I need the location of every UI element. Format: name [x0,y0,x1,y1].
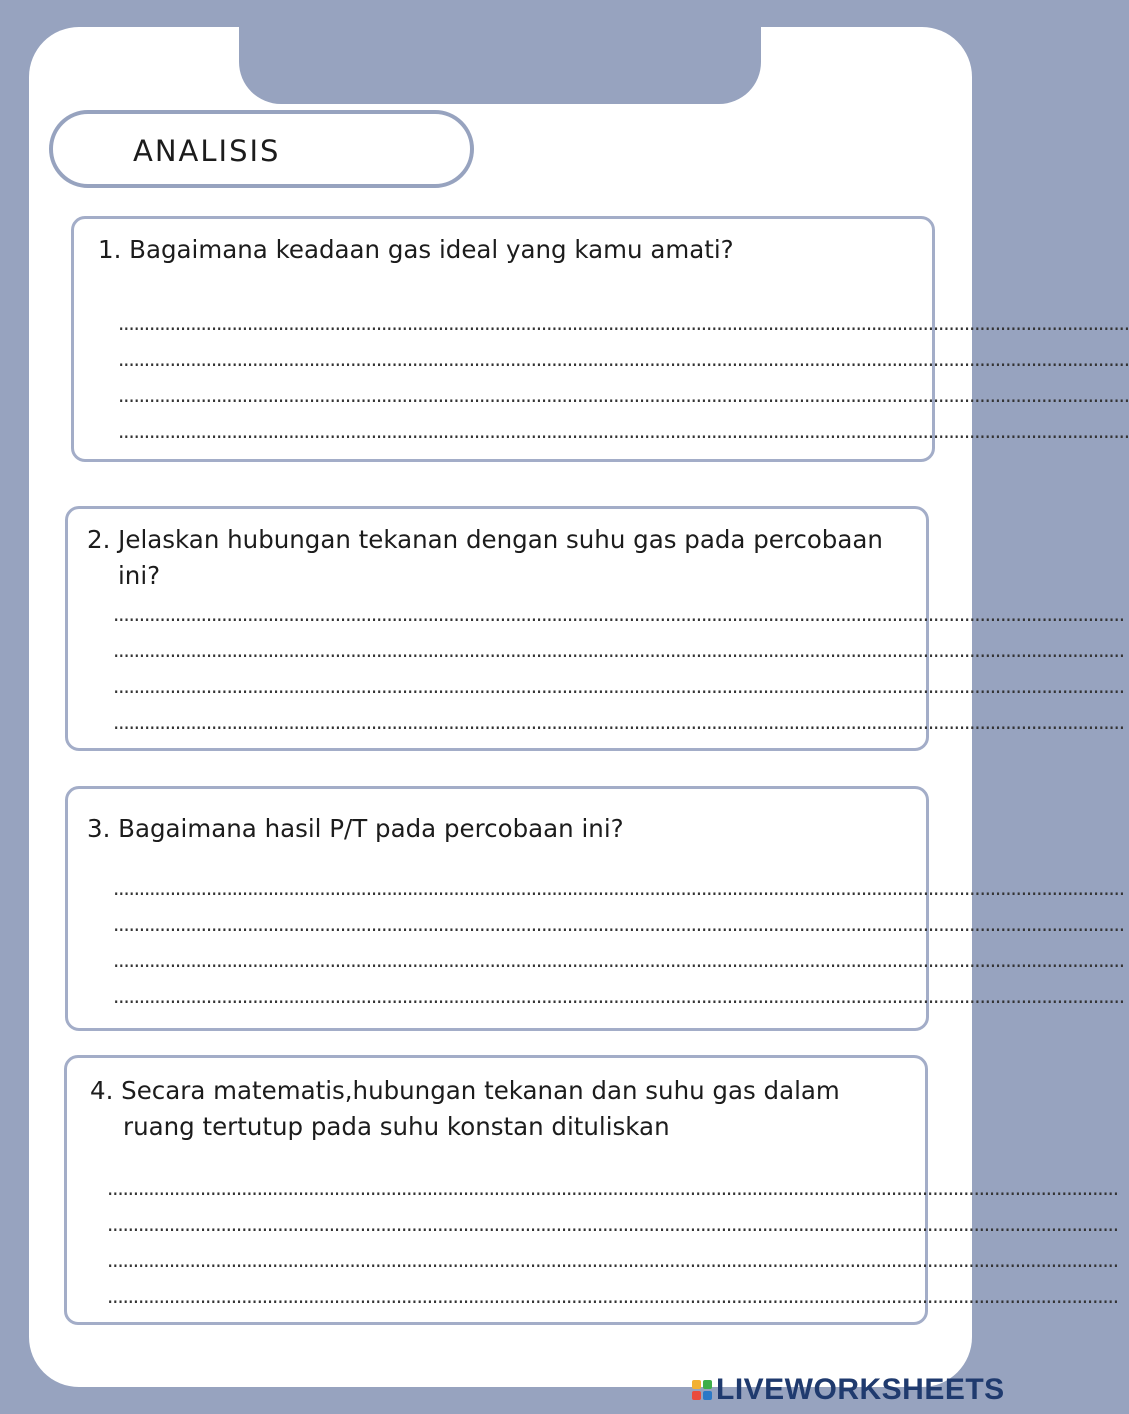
answer-line-3-3[interactable]: .................................................................................................................................................................................................... [113,948,1124,972]
question-2-text: 2. Jelaskan hubungan tekanan dengan suhu gas pada percobaan [87,525,883,554]
clipboard-clip [239,0,761,104]
answer-line-1-4[interactable]: .................................................................................................................................................................................................... [118,419,1129,443]
answer-line-1-2[interactable]: .................................................................................................................................................................................................... [118,347,1129,371]
answer-line-1-3[interactable]: .................................................................................................................................................................................................... [118,383,1129,407]
answer-line-2-2[interactable]: .................................................................................................................................................................................................... [113,638,1124,662]
question-4-text-cont: ruang tertutup pada suhu konstan dituliskan [123,1112,670,1141]
answer-line-2-1[interactable]: .................................................................................................................................................................................................... [113,602,1124,626]
answer-line-2-4[interactable]: .................................................................................................................................................................................................... [113,710,1124,734]
answer-line-4-3[interactable]: .................................................................................................................................................................................................... [107,1248,1118,1272]
question-2-text-cont: ini? [118,561,161,590]
answer-line-4-4[interactable]: .................................................................................................................................................................................................... [107,1284,1118,1308]
liveworksheets-logo [692,1372,1005,1408]
section-title: ANALISIS [133,134,281,168]
answer-line-1-1[interactable]: .................................................................................................................................................................................................... [118,311,1129,335]
question-4-text: 4. Secara matematis,hubungan tekanan dan suhu gas dalam [90,1076,840,1105]
section-header [49,110,474,188]
answer-line-3-1[interactable]: .................................................................................................................................................................................................... [113,876,1124,900]
question-1-text: 1. Bagaimana keadaan gas ideal yang kamu amati? [98,235,734,264]
question-3-text: 3. Bagaimana hasil P/T pada percobaan ini? [87,814,624,843]
answer-line-4-1[interactable]: .................................................................................................................................................................................................... [107,1176,1118,1200]
logo-text: LIVEWORKSHEETS [716,1373,1005,1406]
answer-line-2-3[interactable]: .................................................................................................................................................................................................... [113,674,1124,698]
answer-line-3-4[interactable]: .................................................................................................................................................................................................... [113,984,1124,1008]
answer-line-4-2[interactable]: .................................................................................................................................................................................................... [107,1212,1118,1236]
answer-line-3-2[interactable]: .................................................................................................................................................................................................... [113,912,1124,936]
logo-grid-icon [692,1380,712,1400]
